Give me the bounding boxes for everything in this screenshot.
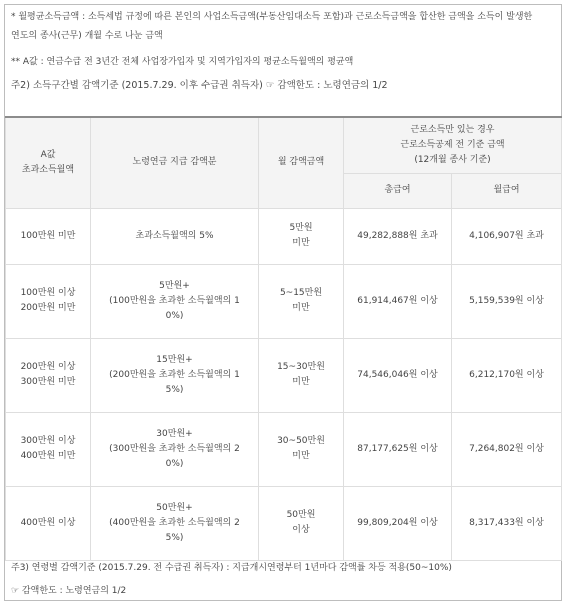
deduction-line1: 5만원+ (159, 280, 190, 291)
note-monthly-income-definition (11, 11, 532, 42)
deduction-line1: 15만원+ (156, 354, 193, 365)
total-pay-cell: 49,282,888원 초과 (344, 208, 452, 264)
table-row (6, 264, 562, 338)
monthly-deduction-cell (259, 412, 344, 486)
header-earned-income-only (344, 117, 562, 173)
monthly-pay-cell: 7,264,802원 이상 (452, 412, 562, 486)
monthly-pay-cell: 5,159,539원 이상 (452, 264, 562, 338)
monthly-line2: 미만 (292, 451, 310, 461)
pension-reduction-table (5, 116, 562, 561)
monthly-pay-cell: 8,317,433원 이상 (452, 486, 562, 560)
deduction-line3: 0%) (165, 458, 184, 469)
footer-age-criteria: 주3) 연령별 감액기준 (2015.7.29. 전 수급권 취득자) : 지급개시연령부터 1년마다 감액률 차등 적용(50~10%) (11, 563, 452, 573)
total-pay-cell: 61,914,467원 이상 (344, 264, 452, 338)
deduction-cell (91, 208, 259, 264)
deduction-cell (91, 412, 259, 486)
range-line1: 300만원 이상 (20, 436, 76, 446)
monthly-line1: 30~50만원 (277, 436, 325, 446)
deduction-line3: 0%) (165, 310, 184, 321)
monthly-line1: 5만원 (289, 223, 313, 233)
header-earned-income-line2: 근로소득공제 전 기준 금액 (400, 139, 505, 150)
header-a-value-line1: A값 (40, 149, 56, 160)
footer-deduction-limit: ☞ 감액한도 : 노령연금의 1/2 (11, 586, 127, 596)
table-row (6, 208, 562, 264)
monthly-line1: 5~15만원 (279, 288, 323, 298)
header-total-pay: 총급여 (344, 173, 452, 208)
note-line-1a: * 월평균소득금액 : 소득세법 규정에 따른 본인의 사업소득금액(부동산임대소득 포함)과 근로소득금액을 합산한 금액을 소득이 발생한 (11, 12, 533, 22)
deduction-line3: 5%) (165, 532, 184, 543)
range-line2: 400만원 미만 (20, 451, 76, 461)
header-earned-income-line1: 근로소득만 있는 경우 (410, 124, 495, 135)
deduction-line3: 5%) (165, 384, 184, 395)
deduction-line2: (400만원을 초과한 소득월액의 2 (109, 517, 240, 528)
deduction-line1: 초과소득월액의 5% (135, 230, 214, 241)
table-row (6, 338, 562, 412)
range-line1: 400만원 이상 (20, 517, 76, 528)
monthly-deduction-cell (259, 208, 344, 264)
total-pay-cell: 87,177,625원 이상 (344, 412, 452, 486)
monthly-deduction-cell (259, 338, 344, 412)
range-cell (6, 338, 91, 412)
range-line1: 100만원 이상 (20, 288, 76, 298)
monthly-pay-cell: 6,212,170원 이상 (452, 338, 562, 412)
table-row (6, 412, 562, 486)
deduction-line1: 50만원+ (156, 502, 193, 513)
note-a-value-definition: ** A값 : 연금수급 전 3년간 전체 사업장가입자 및 지역가입자의 평균소득월액의 평균액 (11, 57, 354, 67)
total-pay-cell: 74,546,046원 이상 (344, 338, 452, 412)
total-pay-cell: 99,809,204원 이상 (344, 486, 452, 560)
header-deduction: 노령연금 지급 감액분 (91, 117, 259, 208)
monthly-line2: 미만 (292, 377, 310, 387)
range-line2: 300만원 미만 (20, 377, 76, 387)
range-cell (6, 264, 91, 338)
header-earned-income-line3: (12개월 종사 기준) (414, 154, 491, 165)
range-line2: 200만원 미만 (20, 303, 76, 313)
range-line1: 100만원 미만 (20, 230, 76, 241)
header-monthly-pay: 월급여 (452, 173, 562, 208)
deduction-line2: (100만원을 초과한 소득월액의 1 (109, 295, 240, 306)
monthly-line1: 50만원 (286, 510, 316, 520)
header-a-value (6, 117, 91, 208)
deduction-line2: (200만원을 초과한 소득월액의 1 (109, 369, 240, 380)
range-cell (6, 412, 91, 486)
monthly-deduction-cell (259, 486, 344, 560)
range-cell (6, 486, 91, 560)
deduction-cell (91, 486, 259, 560)
header-monthly-deduction: 월 감액금액 (259, 117, 344, 208)
monthly-deduction-cell (259, 264, 344, 338)
monthly-pay-cell: 4,106,907원 초과 (452, 208, 562, 264)
deduction-line2: (300만원을 초과한 소득월액의 2 (109, 443, 240, 454)
deduction-cell (91, 338, 259, 412)
monthly-line2: 미만 (292, 238, 310, 248)
range-cell (6, 208, 91, 264)
note-income-bracket-criteria: 주2) 소득구간별 감액기준 (2015.7.29. 이후 수급권 취득자) ☞ 감액한도 : 노령연금의 1/2 (11, 80, 388, 91)
header-a-value-line2: 초과소득월액 (21, 164, 75, 175)
monthly-line2: 미만 (292, 303, 310, 313)
table-row (6, 486, 562, 560)
monthly-line1: 15~30만원 (277, 362, 325, 372)
note-line-1b: 연도의 종사(근무) 개월 수로 나눈 금액 (11, 31, 163, 41)
range-line1: 200만원 이상 (20, 362, 76, 372)
deduction-cell (91, 264, 259, 338)
monthly-line2: 이상 (292, 525, 310, 535)
deduction-line1: 30만원+ (156, 428, 193, 439)
